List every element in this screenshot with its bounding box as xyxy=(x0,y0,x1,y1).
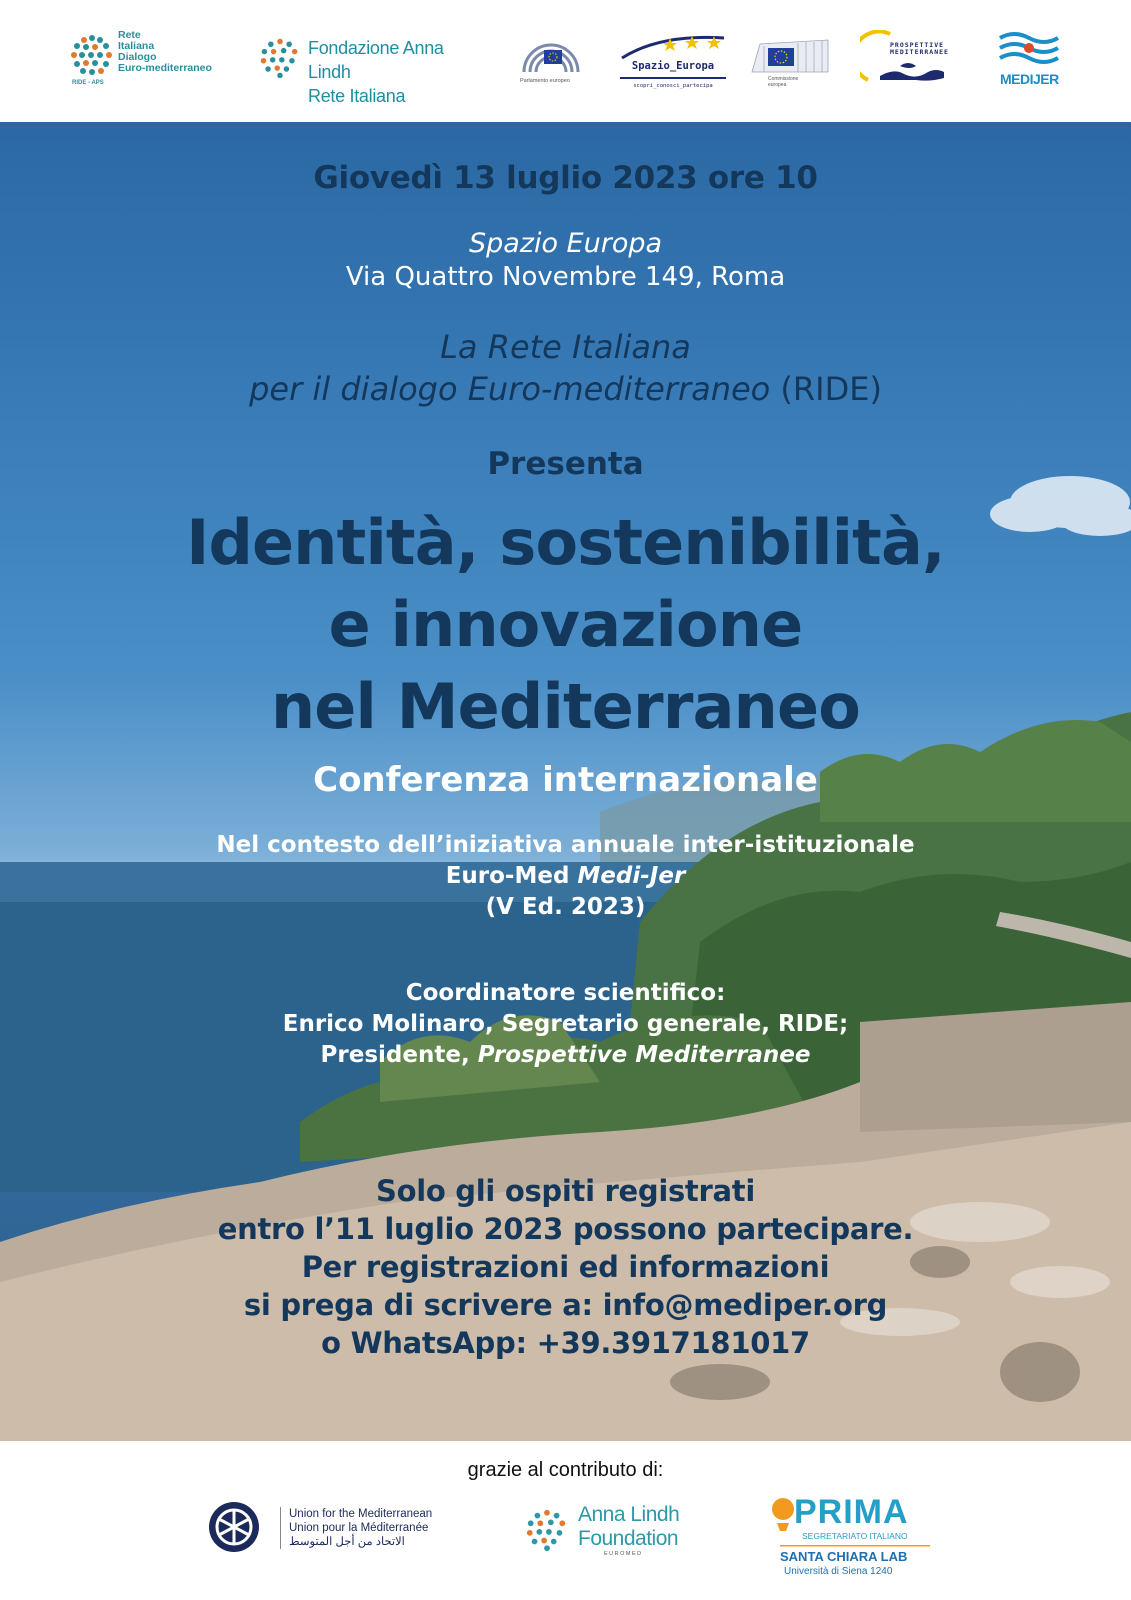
registration-line: Solo gli ospiti registrati xyxy=(376,1174,755,1208)
fondazione-anna-lindh-logo xyxy=(258,34,488,106)
venue-address: Via Quattro Novembre 149, Roma xyxy=(345,262,786,292)
ufm-line: Union for the Mediterranean xyxy=(289,1508,433,1520)
spazio-europa-underline xyxy=(620,77,726,80)
santa-chiara-lab: SANTA CHIARA LAB xyxy=(780,1549,908,1564)
ride-line: Italiana xyxy=(118,40,155,52)
spazio-europa-name: Spazio_Europa xyxy=(631,60,715,72)
venue-name: Spazio Europa xyxy=(468,228,663,259)
parliament-hemicycle-icon xyxy=(520,40,582,76)
alf2-line2: Foundation xyxy=(578,1527,679,1550)
fondazione-anna-lindh-text xyxy=(308,36,488,108)
context-line1: Nel contesto dell’iniziativa annuale inter-istituzionale xyxy=(216,832,915,858)
registration-email-line[interactable]: si prega di scrivere a: info@mediper.org xyxy=(243,1288,888,1322)
anna-lindh-foundation-tag: EUROMED xyxy=(604,1551,643,1557)
registration-line: Per registrazioni ed informazioni xyxy=(301,1250,830,1284)
organizer-line2 xyxy=(0,370,1131,408)
ride-line: Dialogo xyxy=(118,51,157,63)
ufm-line: Union pour la Méditerranée xyxy=(289,1522,429,1534)
spazio-europa-tagline: scopri_conosci_partecipa xyxy=(633,83,713,89)
medijer-name: MEDIJER xyxy=(1000,71,1059,87)
parlamento-caption: Parlamento europeo xyxy=(520,78,570,84)
alf2-line1: Anna Lindh xyxy=(578,1503,680,1526)
event-title-line: e innovazione xyxy=(328,588,803,661)
ufm-emblem-icon xyxy=(208,1501,260,1553)
anna-lindh-foundation-name xyxy=(578,1503,679,1551)
organizer-acronym: (RIDE) xyxy=(770,370,882,408)
registration-whatsapp-line[interactable]: o WhatsApp: +39.3917181017 xyxy=(321,1326,810,1360)
event-context xyxy=(0,830,1131,923)
event-title-line: nel Mediterraneo xyxy=(270,670,861,743)
event-date-time: Giovedì 13 luglio 2023 ore 10 xyxy=(313,160,818,196)
ride-logo-text xyxy=(118,30,212,74)
prospettive-line: PROSPETTIVE xyxy=(890,41,945,49)
hero-section xyxy=(0,122,1131,1441)
dotted-globe-icon xyxy=(68,32,116,80)
sponsors-footer xyxy=(0,1441,1131,1600)
context-line2-italic: Medi-Jer xyxy=(577,863,686,889)
coordinator-line2 xyxy=(0,1040,1131,1071)
medijer-logo xyxy=(998,30,1068,90)
coordinator-label: Coordinatore scientifico: xyxy=(405,980,726,1006)
commissione-caption-line: europea xyxy=(768,82,787,88)
organizer-line1: La Rete Italiana xyxy=(440,328,691,366)
registration-info xyxy=(0,1172,1131,1362)
ride-logo xyxy=(68,30,228,86)
ufm-line: الاتحاد من أجل المتوسط xyxy=(289,1536,405,1548)
event-title-line: Identità, sostenibilità, xyxy=(186,506,945,579)
presents-label: Presenta xyxy=(487,446,644,482)
context-line3: (V Ed. 2023) xyxy=(485,894,646,920)
universita-siena: Università di Siena 1240 xyxy=(784,1566,893,1577)
prospettive-text xyxy=(890,42,949,56)
anna-lindh-foundation-logo xyxy=(524,1503,684,1563)
waves-eye-icon xyxy=(998,30,1060,70)
prima-sun-icon xyxy=(770,1497,796,1531)
eu-flag-building-icon xyxy=(750,36,830,76)
commissione-caption-line: Commissione xyxy=(768,76,799,82)
event-title xyxy=(0,502,1131,748)
coordinator-line1: Enrico Molinaro, Segretario generale, RIDE; xyxy=(282,1011,849,1037)
partner-logo-strip xyxy=(0,0,1131,122)
ufm-text xyxy=(280,1507,432,1549)
scientific-coordinator xyxy=(0,978,1131,1071)
prima-divider xyxy=(780,1545,930,1547)
spazio-europa-logo xyxy=(620,32,726,94)
union-for-the-mediterranean-logo xyxy=(208,1501,448,1561)
ride-line: Euro-mediterraneo xyxy=(118,62,212,74)
coordinator-line2-italic: Prospettive Mediterranee xyxy=(477,1042,811,1068)
sun-arc-icon xyxy=(860,30,960,86)
prospettive-mediterranee-logo xyxy=(860,30,960,90)
alf-line1: Fondazione Anna Lindh xyxy=(308,38,444,82)
eu-stars-icon xyxy=(620,32,726,60)
event-subtitle: Conferenza internazionale xyxy=(313,760,818,800)
ride-line: Rete xyxy=(118,29,141,41)
commissione-caption xyxy=(768,76,798,88)
registration-line: entro l’11 luglio 2023 possono partecipare. xyxy=(217,1212,914,1246)
coordinator-line2-plain: Presidente, xyxy=(320,1042,478,1068)
parlamento-europeo-logo xyxy=(520,38,590,88)
dotted-globe-icon xyxy=(258,36,302,80)
alf-line2: Rete Italiana xyxy=(308,86,406,106)
prima-subtitle: SEGRETARIATO ITALIANO xyxy=(802,1531,908,1541)
dotted-globe-icon xyxy=(524,1507,570,1553)
commissione-europea-logo xyxy=(750,36,830,92)
context-line2 xyxy=(0,861,1131,892)
prima-name: PRIMA xyxy=(794,1493,909,1531)
prima-logo xyxy=(770,1493,940,1583)
context-line2-plain: Euro-Med xyxy=(445,863,578,889)
organizer-name-italic: per il dialogo Euro-mediterraneo xyxy=(249,370,771,408)
thanks-label: grazie al contributo di: xyxy=(467,1459,664,1481)
prospettive-line: MEDITERRANEE xyxy=(890,48,949,56)
ride-aps-label: RIDE - APS xyxy=(72,80,104,86)
